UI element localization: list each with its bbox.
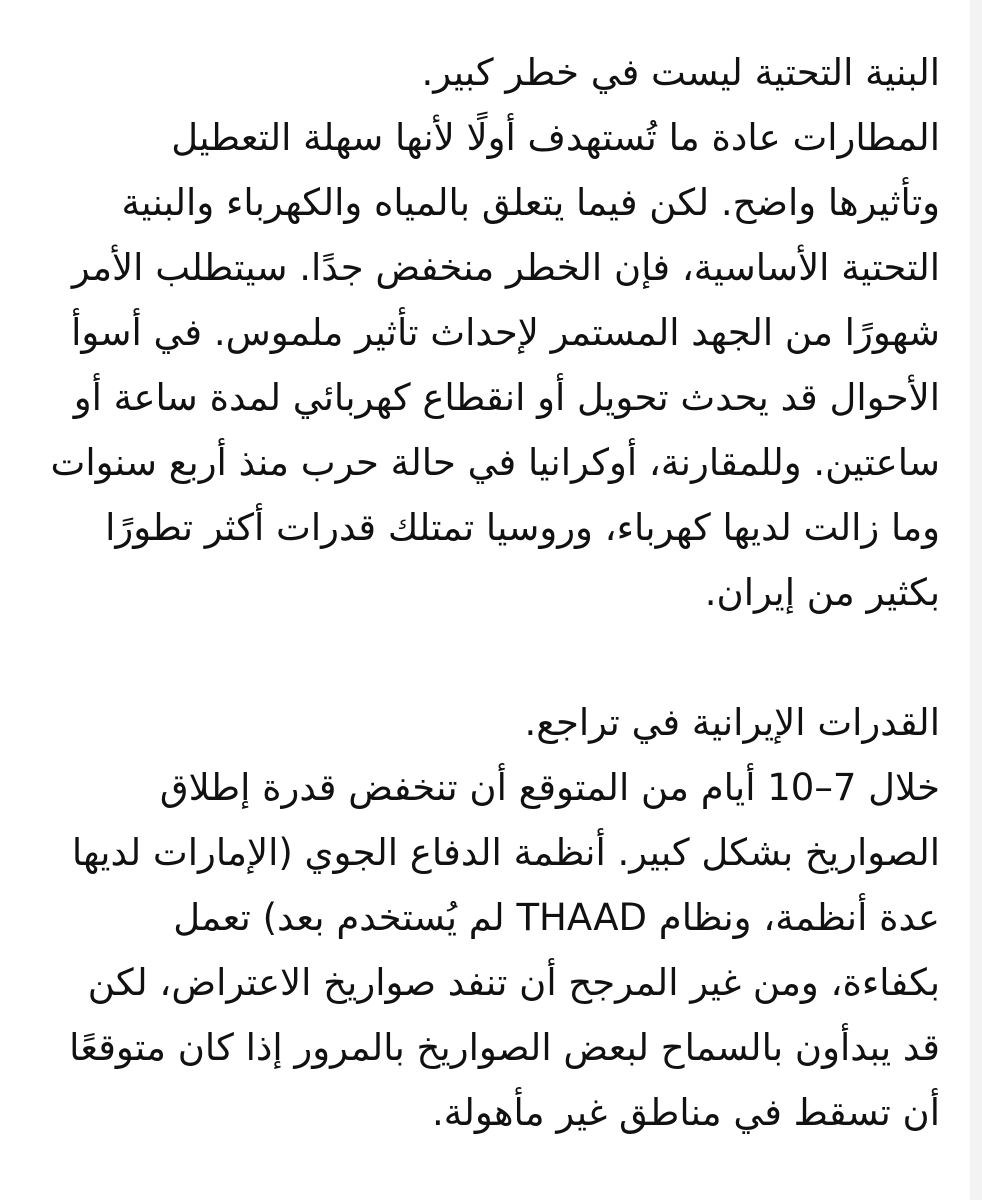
paragraph-line: خلال 7–10 أيام من المتوقع أن تنخفض قدرة إطلاق [159, 766, 940, 809]
article-body [35, 40, 940, 1145]
paragraph-line: وما زالت لديها كهرباء، وروسيا تمتلك قدرات أكثر تطورًا [105, 506, 940, 549]
paragraph-line: المطارات عادة ما تُستهدف أولًا لأنها سهلة التعطيل [171, 116, 940, 159]
section-heading: البنية التحتية ليست في خطر كبير. [421, 51, 940, 94]
section-infrastructure [35, 40, 940, 625]
paragraph-line: ساعتين. وللمقارنة، أوكرانيا في حالة حرب منذ أربع سنوات [50, 441, 940, 484]
paragraph-line: قد يبدأون بالسماح لبعض الصواريخ بالمرور إذا كان متوقعًا [69, 1026, 940, 1069]
paragraph-line: وتأثيرها واضح. لكن فيما يتعلق بالمياه والكهرباء والبنية [121, 181, 940, 224]
paragraph-line: الصواريخ بشكل كبير. أنظمة الدفاع الجوي (الإمارات لديها [71, 831, 940, 874]
paragraph-line: أن تسقط في مناطق غير مأهولة. [431, 1091, 940, 1134]
paragraph-line: شهورًا من الجهد المستمر لإحداث تأثير ملموس. في أسوأ [71, 311, 940, 354]
paragraph-line: بكفاءة، ومن غير المرجح أن تنفد صواريخ الاعتراض، لكن [87, 961, 940, 1004]
paragraph-line: عدة أنظمة، ونظام THAAD لم يُستخدم بعد) تعمل [173, 896, 940, 939]
section-heading: القدرات الإيرانية في تراجع. [524, 701, 940, 744]
page-edge-strip [970, 0, 982, 1200]
section-iranian-capabilities [35, 690, 940, 1145]
paragraph-line: بكثير من إيران. [704, 571, 940, 614]
paragraph-line: الأحوال قد يحدث تحويل أو انقطاع كهربائي لمدة ساعة أو [73, 376, 940, 419]
paragraph-line: التحتية الأساسية، فإن الخطر منخفض جدًا. سيتطلب الأمر [71, 246, 940, 289]
